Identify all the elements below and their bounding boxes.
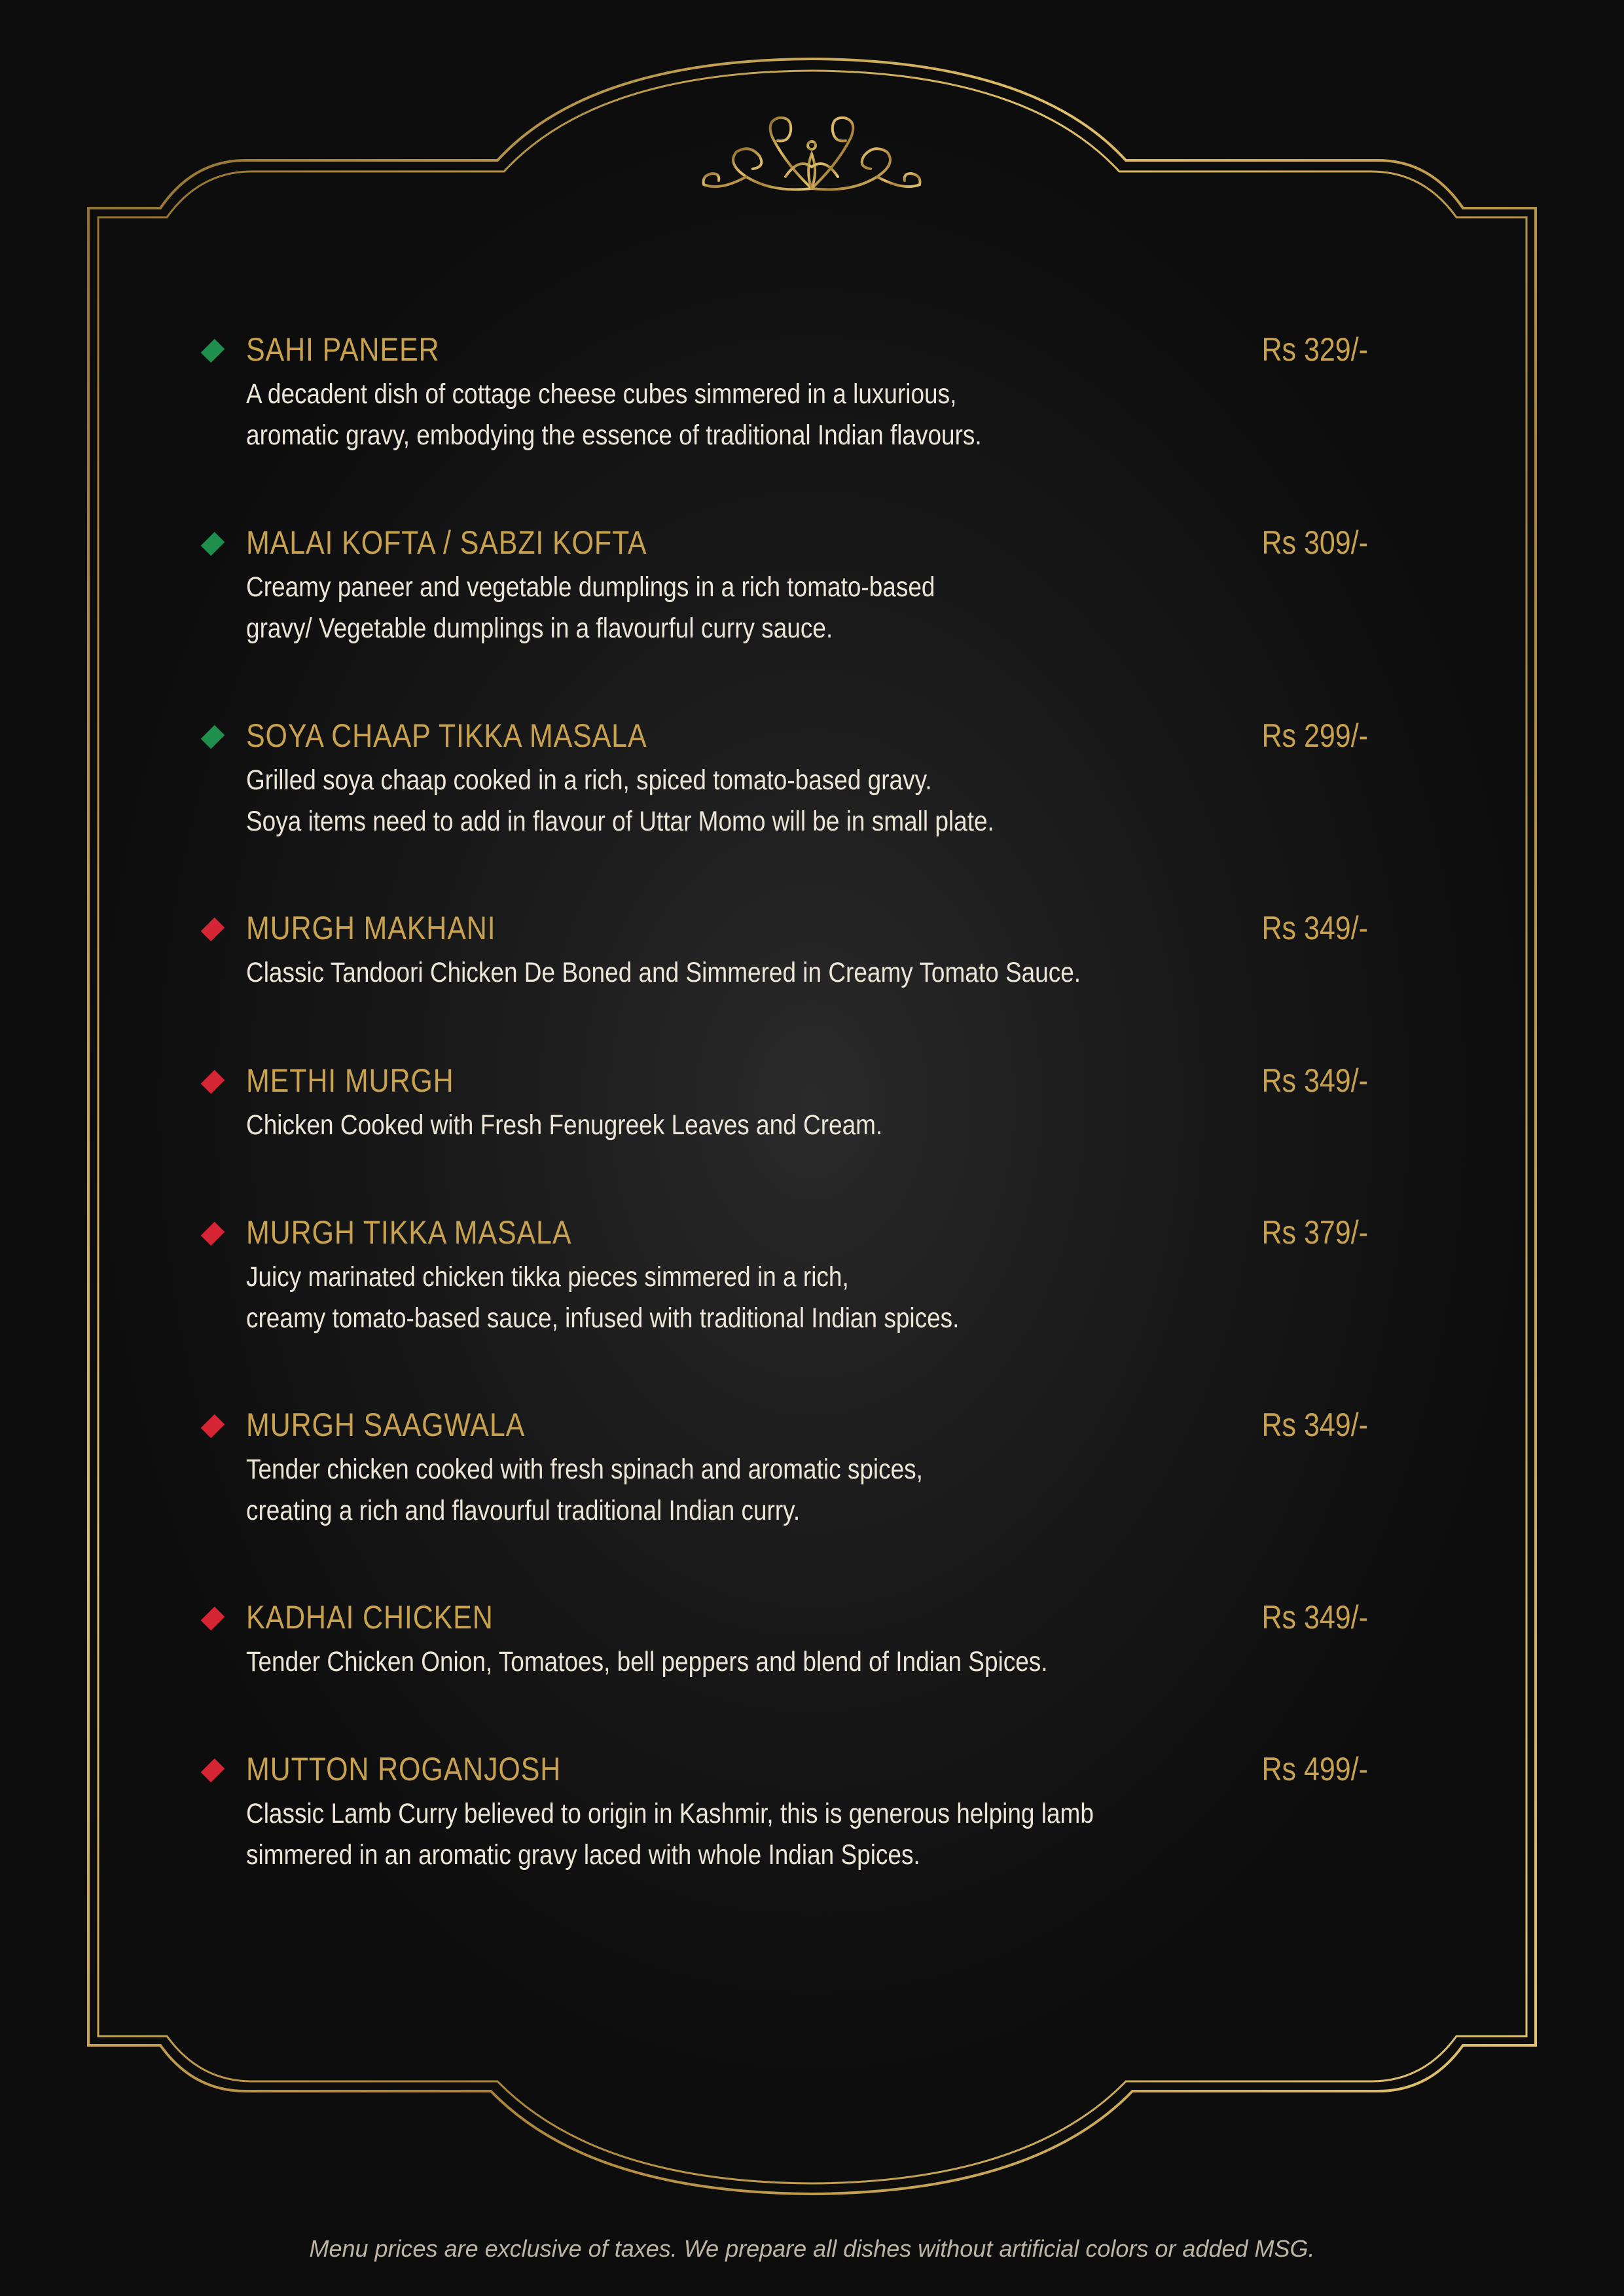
dish-price: Rs 349/- bbox=[1261, 1599, 1368, 1636]
dish-description bbox=[246, 567, 935, 649]
dish-name: MURGH SAAGWALA bbox=[246, 1407, 526, 1443]
dish-description bbox=[246, 1641, 1048, 1683]
dish-name: METHI MURGH bbox=[246, 1062, 454, 1099]
dish-name: MURGH TIKKA MASALA bbox=[246, 1214, 572, 1251]
dish-name: SOYA CHAAP TIKKA MASALA bbox=[246, 717, 647, 754]
description-line: Creamy paneer and vegetable dumplings in a rich tomato-based bbox=[246, 571, 935, 603]
description-line: A decadent dish of cottage cheese cubes simmered in a luxurious, bbox=[246, 378, 957, 410]
dish-price: Rs 349/- bbox=[1261, 1062, 1368, 1099]
description-line: Classic Tandoori Chicken De Boned and Simmered in Creamy Tomato Sauce. bbox=[246, 957, 1081, 988]
dish-price: Rs 379/- bbox=[1261, 1214, 1368, 1251]
dish-description bbox=[246, 760, 994, 842]
dish-name: SAHI PANEER bbox=[246, 331, 440, 368]
dish-description bbox=[246, 1793, 1094, 1876]
description-line: Soya items need to add in flavour of Uttar Momo will be in small plate. bbox=[246, 806, 994, 837]
footer-note: Menu prices are exclusive of taxes. We prepare all dishes without artificial colors or added MSG. bbox=[309, 2235, 1315, 2262]
dish-price: Rs 349/- bbox=[1261, 1407, 1368, 1443]
dish-description bbox=[246, 1257, 959, 1339]
description-line: creamy tomato-based sauce, infused with traditional Indian spices. bbox=[246, 1302, 960, 1334]
dish-price: Rs 349/- bbox=[1261, 910, 1368, 946]
dish-price: Rs 299/- bbox=[1261, 717, 1368, 754]
description-line: creating a rich and flavourful traditional Indian curry. bbox=[246, 1495, 801, 1526]
description-line: Tender chicken cooked with fresh spinach and aromatic spices, bbox=[246, 1454, 923, 1485]
description-line: gravy/ Vegetable dumplings in a flavourful curry sauce. bbox=[246, 613, 833, 644]
dish-description bbox=[246, 1449, 923, 1532]
description-line: Tender Chicken Onion, Tomatoes, bell peppers and blend of Indian Spices. bbox=[246, 1646, 1048, 1677]
dish-name: KADHAI CHICKEN bbox=[246, 1599, 494, 1636]
description-line: simmered in an aromatic gravy laced with whole Indian Spices. bbox=[246, 1839, 920, 1871]
dish-price: Rs 329/- bbox=[1261, 331, 1368, 368]
dish-description bbox=[246, 374, 982, 456]
dish-price: Rs 499/- bbox=[1261, 1751, 1368, 1787]
dish-description bbox=[246, 1105, 882, 1146]
dish-description bbox=[246, 952, 1081, 994]
filigree-ornament-icon bbox=[704, 118, 920, 190]
dish-name: MALAI KOFTA / SABZI KOFTA bbox=[246, 524, 647, 561]
description-line: Juicy marinated chicken tikka pieces simmered in a rich, bbox=[246, 1261, 849, 1293]
dish-name: MURGH MAKHANI bbox=[246, 910, 496, 946]
dish-price: Rs 309/- bbox=[1261, 524, 1368, 561]
description-line: aromatic gravy, embodying the essence of traditional Indian flavours. bbox=[246, 420, 982, 451]
description-line: Chicken Cooked with Fresh Fenugreek Leaves and Cream. bbox=[246, 1109, 883, 1141]
dish-name: MUTTON ROGANJOSH bbox=[246, 1751, 562, 1787]
description-line: Grilled soya chaap cooked in a rich, spiced tomato-based gravy. bbox=[246, 764, 932, 796]
description-line: Classic Lamb Curry believed to origin in Kashmir, this is generous helping lamb bbox=[246, 1798, 1094, 1829]
